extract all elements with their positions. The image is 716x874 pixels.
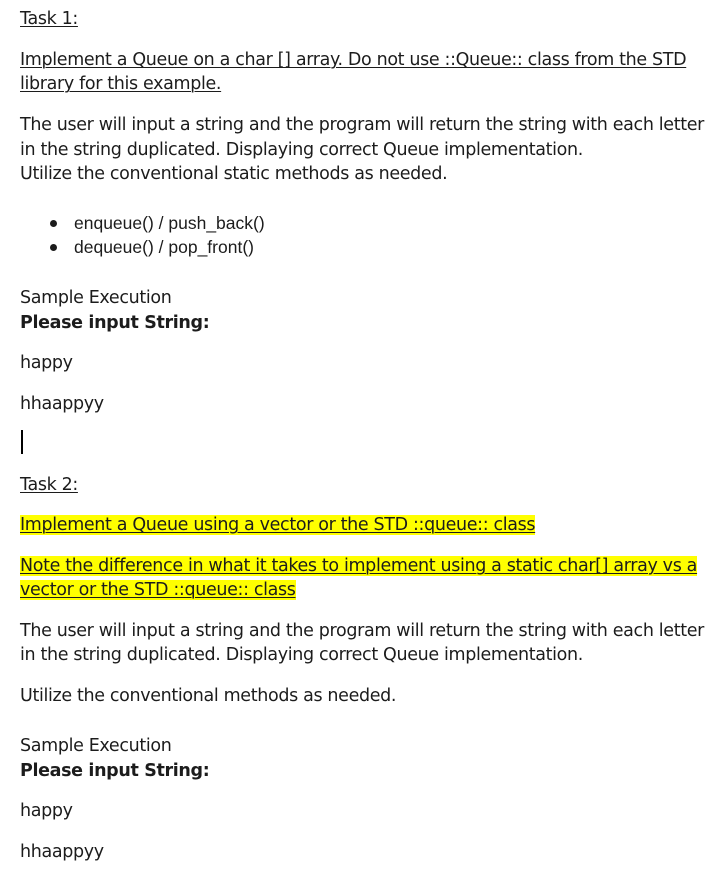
task2-desc-line-2: in the string duplicated. Displaying correct Queue implementation. <box>20 645 583 665</box>
text-cursor[interactable] <box>21 430 23 454</box>
task1-heading: Task 1: <box>20 9 78 29</box>
task2-title: Implement a Queue using a vector or the STD ::queue:: class <box>20 515 536 535</box>
task1-sample-input: happy <box>20 353 73 373</box>
task2-note-line-1: Note the difference in what it takes to implement using a static char[] array vs a <box>20 556 698 576</box>
task1-sample-output: hhaappyy <box>20 394 104 414</box>
task2-heading: Task 2: <box>20 475 78 495</box>
bullet-icon <box>50 244 57 251</box>
task1-prompt: Please input String: <box>20 313 210 333</box>
task1-sample-label: Sample Execution <box>20 288 172 308</box>
task2-prompt: Please input String: <box>20 761 210 781</box>
task2-desc-line-1: The user will input a string and the program will return the string with each letter <box>20 621 704 641</box>
task2-note-line-1-wrap <box>20 554 697 578</box>
task1-desc-line-1: The user will input a string and the program will return the string with each letter <box>20 115 704 135</box>
task1-method-1: enqueue() / push_back() <box>74 213 265 233</box>
task2-note-line-2-wrap <box>20 578 296 602</box>
task2-title-line <box>20 513 535 537</box>
task1-title-line-2: library for this example. <box>20 74 222 94</box>
task2-note-line-2: vector or the STD ::queue:: class <box>20 580 296 600</box>
task1-desc-line-2: in the string duplicated. Displaying correct Queue implementation. <box>20 140 583 160</box>
task2-sample-input: happy <box>20 801 73 821</box>
task2-sample-label: Sample Execution <box>20 736 172 756</box>
task1-title-line-1: Implement a Queue on a char [] array. Do not use ::Queue:: class from the STD <box>20 50 687 70</box>
task1-desc-line-3: Utilize the conventional static methods as needed. <box>20 164 448 184</box>
bullet-icon <box>50 220 57 227</box>
task1-method-2: dequeue() / pop_front() <box>74 237 254 257</box>
task2-sample-output: hhaappyy <box>20 842 104 862</box>
task2-methods-note: Utilize the conventional methods as needed. <box>20 686 397 706</box>
